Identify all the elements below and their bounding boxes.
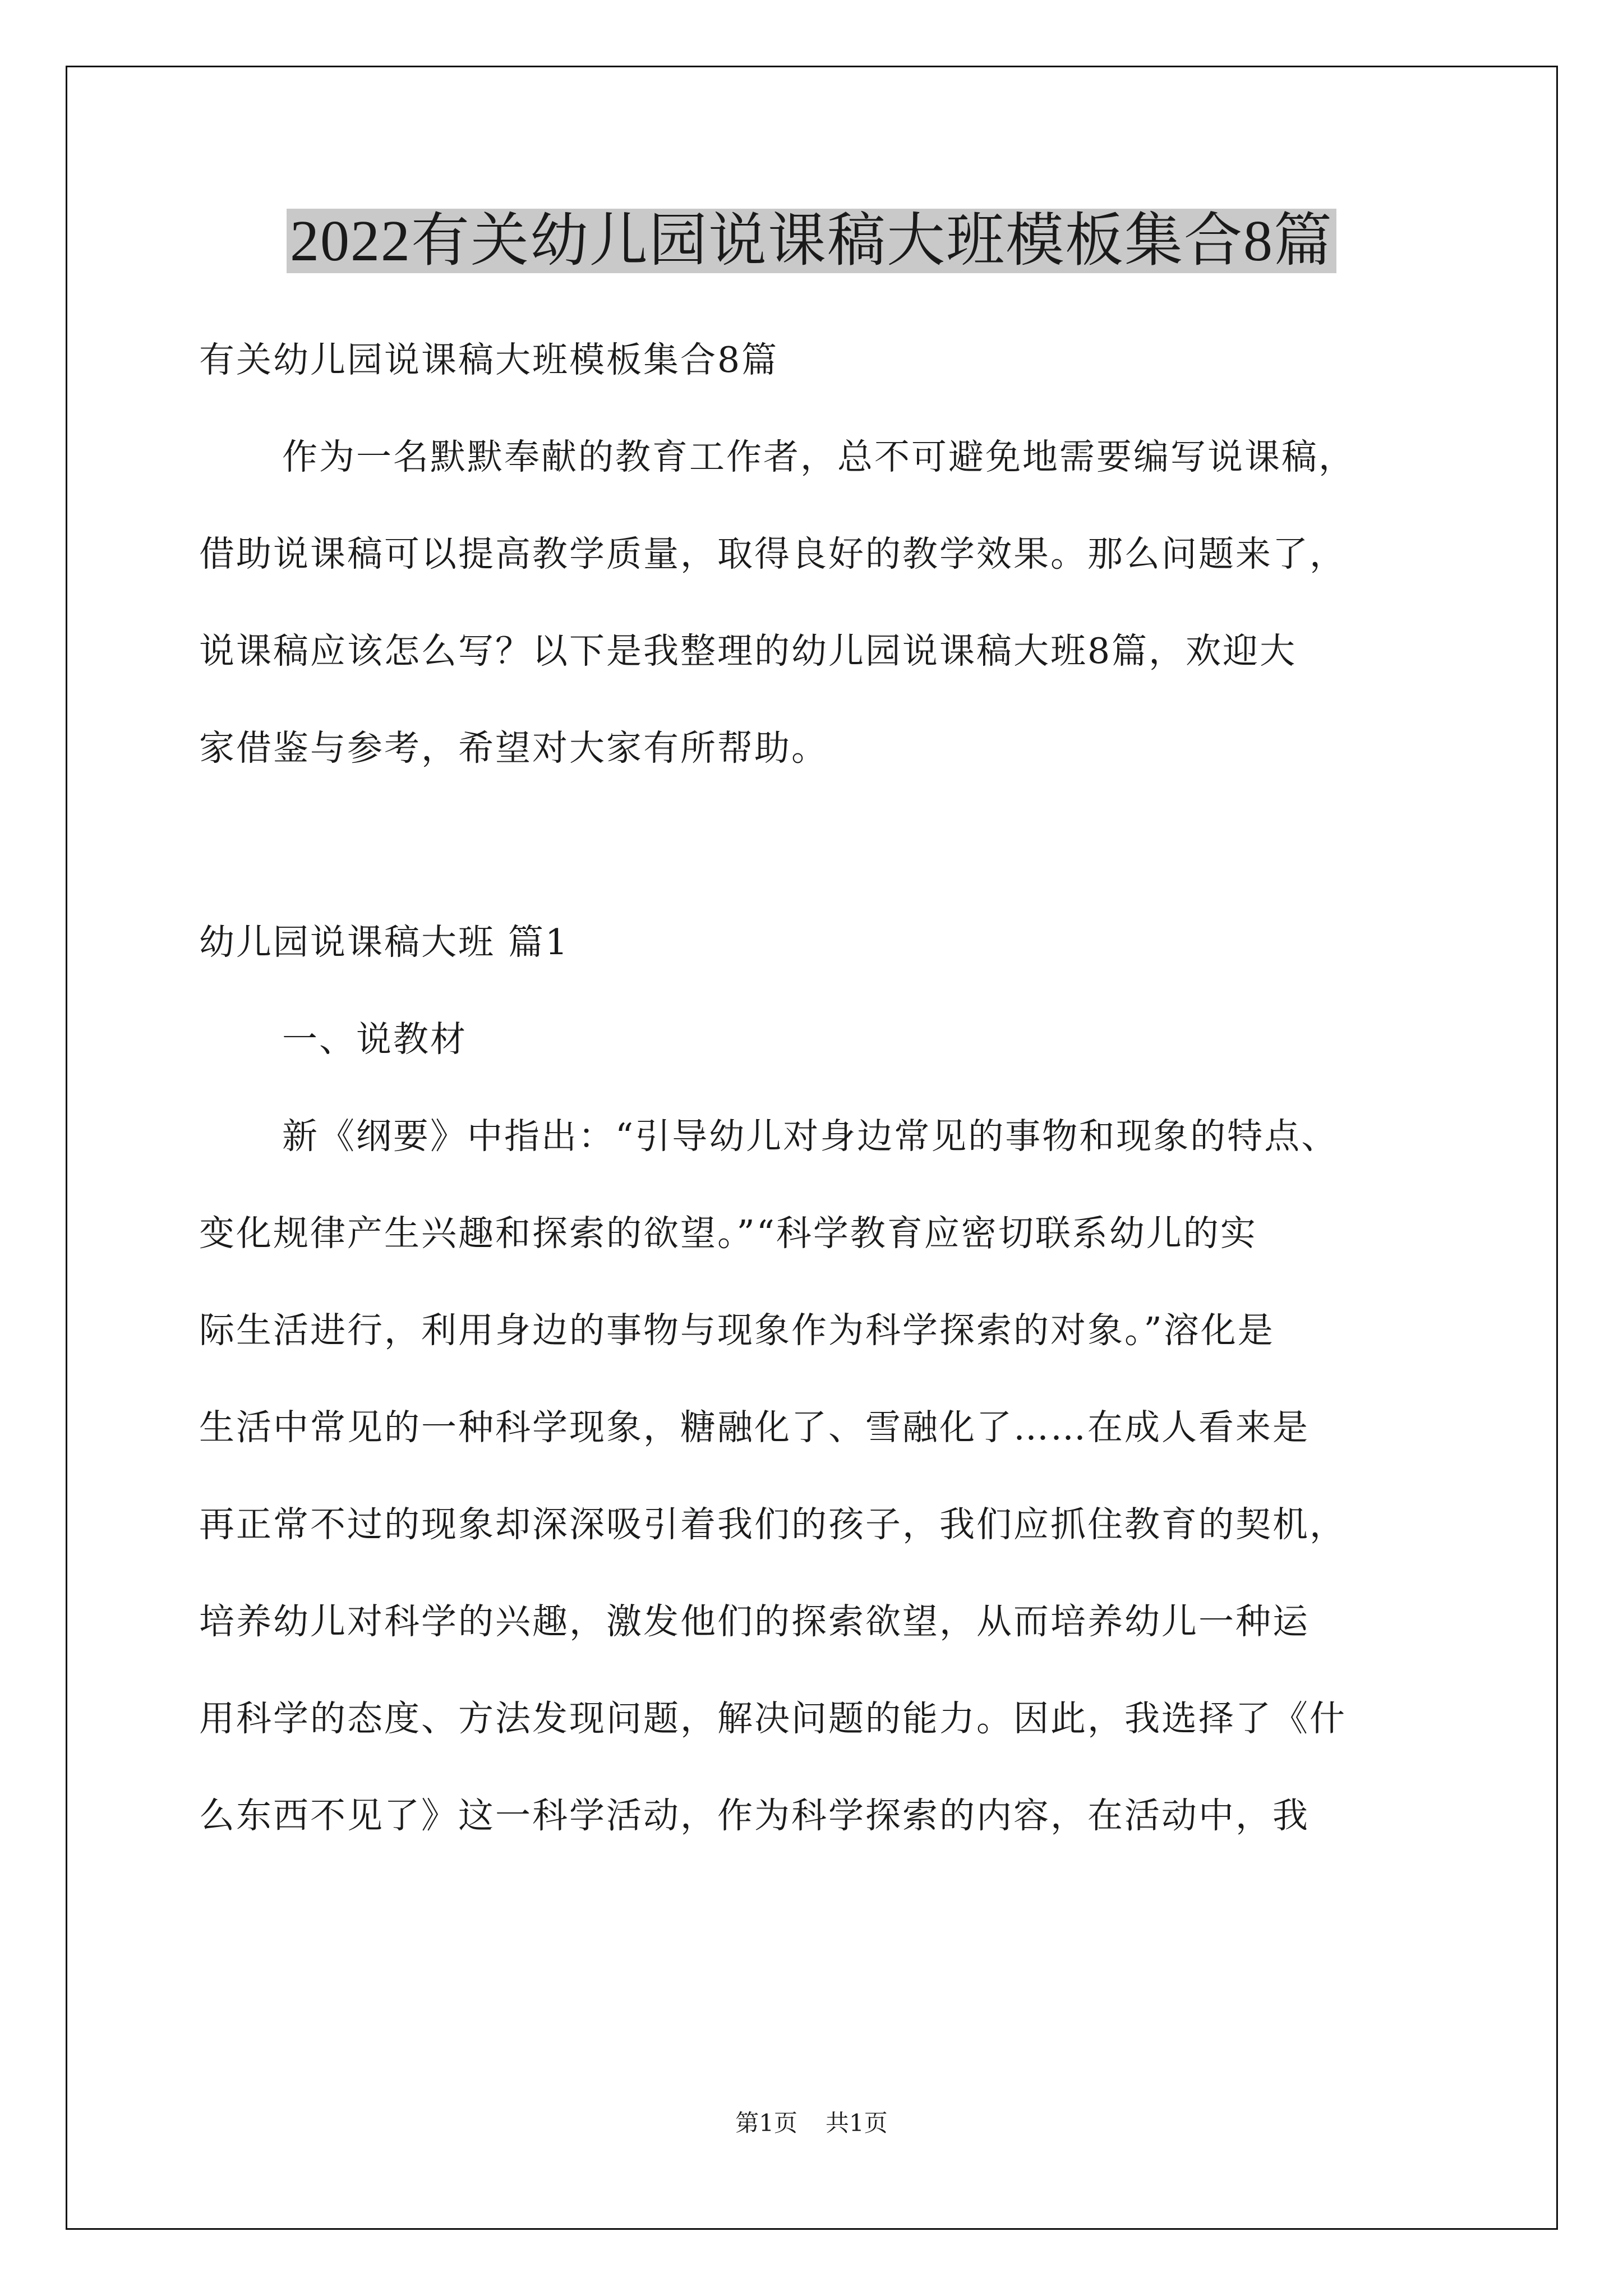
body-line: 么东西不见了》这一科学活动，作为科学探索的内容，在活动中，我 xyxy=(199,1795,1310,1836)
paragraph-gap xyxy=(199,797,1438,894)
document-title-container xyxy=(0,199,1623,283)
intro-line: 借助说课稿可以提高教学质量，取得良好的教学效果。那么问题来了， xyxy=(199,533,1347,574)
subtitle: 有关幼儿园说课稿大班模板集合8篇 xyxy=(199,339,779,380)
body-line: 际生活进行，利用身边的事物与现象作为科学探索的对象。”溶化是 xyxy=(199,1310,1275,1351)
body-line: 新《纲要》中指出：“引导幼儿对身边常见的事物和现象的特点、 xyxy=(282,1116,1339,1157)
page-total: 共1页 xyxy=(826,2109,888,2137)
section-heading: 幼儿园说课稿大班 篇1 xyxy=(199,922,570,963)
page-footer xyxy=(0,2106,1623,2140)
body-line: 用科学的态度、方法发现问题，解决问题的能力。因此，我选择了《什 xyxy=(199,1698,1347,1739)
document-title: 2022有关幼儿园说课稿大班模板集合8篇 xyxy=(287,209,1336,273)
body-line: 再正常不过的现象却深深吸引着我们的孩子，我们应抓住教育的契机， xyxy=(199,1504,1347,1545)
body-line: 生活中常见的一种科学现象，糖融化了、雪融化了……在成人看来是 xyxy=(199,1407,1310,1448)
document-body xyxy=(199,311,1438,1864)
intro-line: 说课稿应该怎么写？以下是我整理的幼儿园说课稿大班8篇，欢迎大 xyxy=(199,631,1297,671)
page-number: 第1页 xyxy=(735,2109,797,2137)
subheading: 一、说教材 xyxy=(282,1019,467,1060)
intro-line: 作为一名默默奉献的教育工作者，总不可避免地需要编写说课稿， xyxy=(282,436,1355,477)
intro-line: 家借鉴与参考，希望对大家有所帮助。 xyxy=(199,728,828,769)
body-line: 培养幼儿对科学的兴趣，激发他们的探索欲望，从而培养幼儿一种运 xyxy=(199,1601,1310,1642)
body-line: 变化规律产生兴趣和探索的欲望。”“科学教育应密切联系幼儿的实 xyxy=(199,1213,1257,1254)
